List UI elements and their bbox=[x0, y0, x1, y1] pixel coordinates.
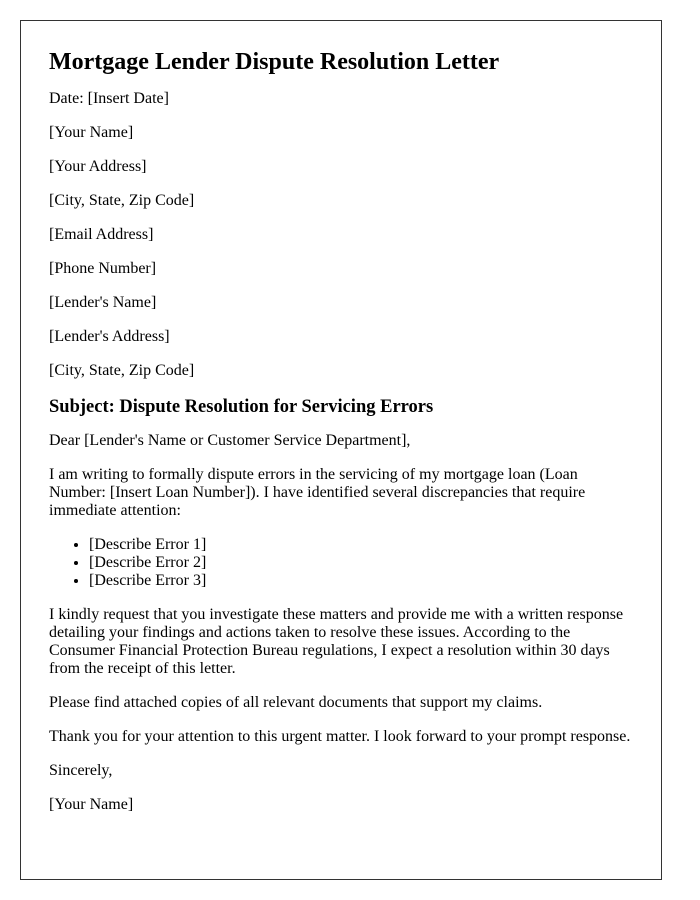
sender-address: [Your Address] bbox=[49, 158, 147, 175]
error-item-2: • [Describe Error 2] bbox=[89, 554, 633, 572]
sender-name: [Your Name] bbox=[49, 124, 134, 141]
sender-city-state-zip: [City, State, Zip Code] bbox=[49, 192, 195, 209]
request-paragraph: I kindly request that you investigate these matters and provide me with a written response detailing your findings and actions taken to resolve these issues. According to the Consumer Financial Protection Bureau regulations, I expect a resolution within 30 days from the receipt of this letter. bbox=[49, 606, 624, 677]
sender-phone: [Phone Number] bbox=[49, 260, 157, 277]
letter-title: Mortgage Lender Dispute Resolution Letter bbox=[49, 49, 500, 75]
intro-paragraph: I am writing to formally dispute errors in the servicing of my mortgage loan (Loan Number: [Insert Loan Number]). I have identified several discrepancies that require immediate attention: bbox=[49, 466, 586, 519]
recipient-city-state-zip: [City, State, Zip Code] bbox=[49, 362, 195, 379]
error-list bbox=[49, 536, 633, 590]
attachments-paragraph: Please find attached copies of all relevant documents that support my claims. bbox=[49, 694, 543, 711]
error-item-1: • [Describe Error 1] bbox=[89, 536, 633, 554]
recipient-name: [Lender's Name] bbox=[49, 294, 157, 311]
letter-container bbox=[20, 20, 662, 880]
subject-heading: Subject: Dispute Resolution for Servicing Errors bbox=[49, 397, 434, 417]
salutation: Dear [Lender's Name or Customer Service Department], bbox=[49, 432, 411, 449]
error-item-3: • [Describe Error 3] bbox=[89, 572, 633, 590]
signature: [Your Name] bbox=[49, 796, 134, 813]
closing: Sincerely, bbox=[49, 762, 113, 779]
thanks-paragraph: Thank you for your attention to this urgent matter. I look forward to your prompt response. bbox=[49, 728, 631, 745]
date-line: Date: [Insert Date] bbox=[49, 90, 169, 107]
sender-email: [Email Address] bbox=[49, 226, 154, 243]
recipient-address: [Lender's Address] bbox=[49, 328, 170, 345]
